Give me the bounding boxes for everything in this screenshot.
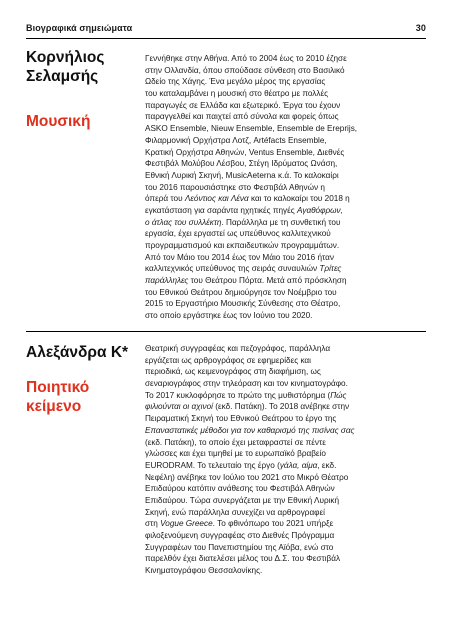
italic-title: Επαναστατικές μέθοδοι για τον καθαρισμό της πισίνας σας [145,425,355,435]
role-line: Ποιητικό [26,379,90,396]
text-line [145,53,430,65]
text-line [145,76,430,88]
text-line [145,65,430,77]
text-segment: παραγγελθεί και παιχτεί από σύνολα και φορείς όπως [145,112,339,122]
text-line [145,135,430,147]
text-line [145,448,430,460]
text-line [145,401,430,413]
text-segment: παρελθόν έχει διατελέσει μέλος του Δ.Σ. του Φεστιβάλ [145,554,341,564]
person-name [26,343,138,362]
text-segment: . Παράλληλα με τη συνθετική του [221,217,341,227]
text-line [145,287,430,299]
italic-title: ο άτλας του συλλέκτη [145,217,222,227]
text-line [145,205,430,217]
italic-title: Λεόντιος και Λένα [184,194,249,204]
text-line [145,111,430,123]
text-line [145,298,430,310]
name-line: Κορνήλιος [26,49,105,66]
text-line [145,193,430,205]
text-segment: Συγγραφέων του Πανεπιστημίου της Αϊόβα, ενώ στο [145,542,334,552]
text-line [145,343,430,355]
text-line [145,100,430,112]
text-segment: προγραμματισμού και εκπαιδευτικών προγραμμάτων. [145,241,340,250]
text-line [145,170,430,182]
text-line [145,437,430,449]
text-line [145,495,430,507]
text-segment: Επιδαύρου. Τώρα συνεργάζεται με την Εθνική Λυρική [145,495,340,505]
text-line [145,88,430,100]
text-line [145,390,430,402]
text-segment: Νεφέλη) ανέβηκε τον Ιούλιο του 2021 στο Μικρό Θέατρο [145,472,349,482]
page-header [26,23,426,33]
italic-title: Αγαθόφρων, [297,205,343,215]
text-segment: και το καλοκαίρι του 2018 η [248,194,350,204]
bio-text [145,53,430,322]
text-segment: Γεννήθηκε στην Αθήνα. Από το 2004 έως το 2010 έζησε [145,54,347,63]
page-number: 30 [415,23,426,33]
text-line [145,460,430,472]
text-segment: στην Ολλανδία, όπου σπούδασε σύνθεση στο Βασιλικό [145,65,345,75]
italic-title: Τρίτες [319,264,342,274]
person-name [26,48,138,86]
italic-title: παράλληλες [145,276,189,286]
text-line [145,413,430,425]
text-segment: Φιλαρμονική Ορχήστρα Λοτζ, Artéfacts Ensemble, [145,135,327,145]
section-divider [26,331,426,332]
text-segment: (εκδ. Πατάκη). Το 2018 ανέβηκε στην [212,402,350,412]
text-segment: Φεστιβάλ Μολύβου Λέσβου, Στέγη Ιδρύματος Ωνάση, [145,159,338,169]
text-segment: (εκδ. Πατάκη), το οποίο έχει μεταφραστεί σε πέντε [145,437,326,447]
text-line [145,228,430,240]
text-line [145,263,430,275]
text-segment: . Το φθινόπωρο του 2021 υπήρξε [212,519,334,529]
text-segment: Επιδαύρου κατόπιν ανάθεσης του Φεστιβάλ Αθηνών [145,484,335,494]
text-line [145,483,430,495]
text-segment: Ωδείο της Χάγης. Ένα μεγάλο μέρος της εργασίας [145,77,326,87]
text-segment: του Εθνικού Θεάτρου δημιούργησε τον Νοέμβριο του [145,287,337,297]
italic-title: Vogue Greece [160,519,213,529]
text-line [145,240,430,252]
text-line [145,158,430,170]
text-segment: εργασία, έχει εργαστεί ως υπεύθυνος καλλιτεχνικού [145,229,331,239]
italic-title: Πώς [330,390,347,400]
text-line [145,275,430,287]
text-line [145,518,430,530]
role-line: κείμενο [26,398,82,415]
text-segment: Σκηνή, ενώ παράλληλα συνεχίζει να αρθρογραφεί [145,507,325,517]
text-line [145,252,430,264]
text-segment: του 2016 παρουσιάστηκε στο Φεστιβάλ Αθηνών η [145,182,325,192]
text-segment: φιλοξενούμενη συγγραφέας στο Διεθνές Πρόγραμμα [145,531,335,540]
italic-title: φιλιούνται οι αχινοί [145,402,213,412]
section-title: Βιογραφικά σημειώματα [26,23,133,33]
text-segment: στη [145,519,161,529]
text-segment: σεναριογράφος στην τηλεόραση και τον κινηματογράφο. [145,379,348,389]
italic-title: γάλα, αίμα [279,460,318,470]
text-line [145,553,430,565]
text-line [145,182,430,194]
name-line: Αλεξάνδρα Κ* [26,344,129,361]
text-segment: παραγωγές σε Ελλάδα και εξωτερικό. Έργα του έχουν [145,100,341,110]
bio-text [145,343,430,577]
text-line [145,355,430,367]
text-segment: στο οποίο εργάστηκε έως τον Ιούνιο του 2020. [145,311,313,321]
text-segment: Από τον Μάιο του 2014 έως τον Μάιο του 2016 ήταν [145,252,335,262]
text-segment: Κρατική Ορχήστρα Αθηνών, Ventus Ensemble, Διεθνές [145,147,345,157]
text-segment: Το 2017 κυκλοφόρησε το πρώτο της μυθιστόρημα ( [145,390,331,400]
text-line [145,507,430,519]
text-segment: γλώσσες και έχει τιμηθεί με το ευρωπαϊκό βραβείο [145,449,326,459]
text-segment: Κινηματογράφου Θεσσαλονίκης. [145,566,263,576]
text-line [145,147,430,159]
text-segment: EURODRAM. Το τελευταίο της έργο ( [145,460,280,470]
text-segment: εργάζεται ως αρθρογράφος σε εφημερίδες και [145,355,311,365]
text-line [145,123,430,135]
text-line [145,366,430,378]
text-line [145,530,430,542]
text-segment: καλλιτεχνικός υπεύθυνος της σειράς συναυλιών [145,264,320,274]
text-line [145,310,430,322]
header-rule [26,38,426,39]
text-line [145,425,430,437]
name-line: Σελαμσής [26,68,99,85]
text-line [145,542,430,554]
text-line [145,565,430,577]
text-segment: Πειραματική Σκηνή του Εθνικού Θεάτρου το έργο της [145,414,337,424]
text-segment: Θεατρική συγγραφέας και πεζογράφος, παράλληλα [145,344,331,353]
text-segment: του Θεάτρου Πόρτα. Μετά από πρόσκληση [188,276,347,286]
text-segment: του καταλαμβάνει η μουσική στο θέατρο με πολλές [145,89,329,99]
text-segment: εγκατάσταση για σαράντα ηχητικές πηγές [145,205,298,215]
text-line [145,217,430,229]
text-line [145,472,430,484]
text-segment: 2015 το Εργαστήριο Μουσικής Σύνθεσης στο Θέατρο, [145,299,341,309]
text-line [145,378,430,390]
text-segment: όπερά του [145,194,185,204]
text-segment: ASKO Ensemble, Nieuw Ensemble, Ensemble de Ereprijs, [145,124,358,134]
role-label [26,378,138,416]
text-segment: Εθνική Λυρική Σκηνή, MusicAeterna κ.ά. Το καλοκαίρι [145,170,339,180]
role-label: Μουσική [26,113,91,130]
text-segment: περιοδικά, ως κειμενογράφος στη διαφήμιση, ως [145,367,321,377]
text-segment: , εκδ. [317,460,337,470]
